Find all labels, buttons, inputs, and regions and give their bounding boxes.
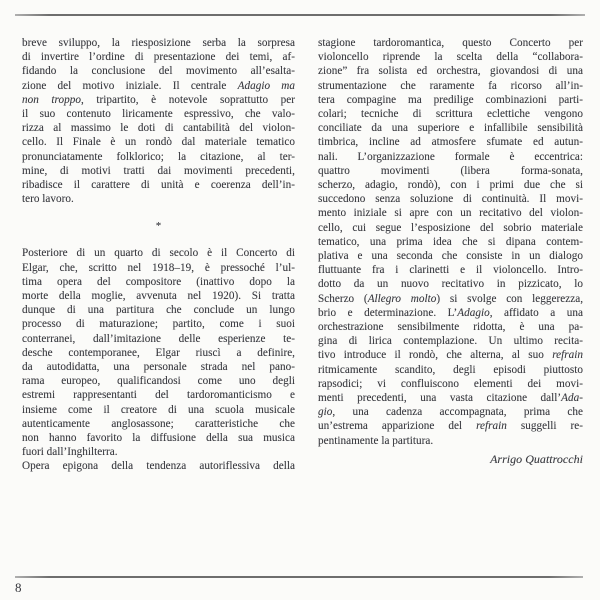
italic-run: gio [318, 406, 333, 419]
text-run: morte della moglie, avvenuta nel 1920). Si tratta [22, 290, 295, 303]
text-run: orchestrazione sensibilmente ridotta, è una pa- [318, 321, 583, 334]
text-line [318, 221, 583, 235]
italic-run: refrain [476, 420, 507, 433]
text-line [22, 36, 295, 50]
text-line [22, 107, 295, 121]
text-run: violoncello riprende la scelta della “collabora- [318, 51, 583, 64]
text-line [318, 348, 583, 362]
text-line [318, 150, 583, 164]
text-line [22, 317, 295, 331]
text-run: colari; tecniche di scrittura eclettiche vengono [318, 108, 583, 121]
text-line [318, 50, 583, 64]
text-line [22, 459, 295, 473]
text-run: ribadisce il carattere di unità e coerenza dell’in- [22, 179, 295, 192]
paragraph [22, 36, 295, 206]
text-run: cello, cui segue l’esposizione del sobrio materiale [318, 221, 583, 234]
text-run: tero lavoro. [22, 193, 74, 206]
text-line [318, 320, 583, 334]
text-run: processo di maturazione; partito, come i suoi [22, 318, 295, 331]
text-run: rizza al massimo le doti di cantabilità del violon- [22, 122, 295, 135]
text-line [318, 306, 583, 320]
left-column [22, 36, 295, 474]
text-line [318, 36, 583, 50]
text-line [22, 164, 295, 178]
text-line [22, 50, 295, 64]
text-line [318, 263, 583, 277]
text-run: Scherzo ( [318, 292, 368, 305]
italic-run: Adagio ma [237, 79, 296, 92]
text-line [318, 249, 583, 263]
text-run: brio e determinazione. L’ [318, 306, 458, 319]
text-line [22, 417, 295, 431]
text-line [22, 431, 295, 445]
text-run: mine, di motivi tratti dai movimenti precedenti, [22, 164, 295, 177]
text-line [318, 64, 583, 78]
text-run: dotto da un nuovo recitativo in pizzicato, lo [318, 278, 583, 291]
text-line [22, 135, 295, 149]
text-line [22, 332, 295, 346]
text-line [22, 261, 295, 275]
text-line [318, 377, 583, 391]
paragraph [22, 459, 295, 473]
text-line [318, 334, 583, 348]
text-run: rama europeo, qualificandosi come uno degli [22, 375, 295, 388]
text-line [318, 391, 583, 405]
text-line [318, 192, 583, 206]
top-rule [15, 14, 585, 16]
italic-run: non troppo [22, 93, 81, 106]
text-run: timbrica, incline ad atmosfere sfumate ed autun- [318, 136, 583, 149]
text-run: un’estrema apparizione del [318, 420, 477, 433]
text-run: conciliate da una superiore e infallibile sensibilità [318, 122, 583, 135]
text-run: quattro movimenti (libera forma-sonata, [318, 164, 583, 177]
text-run: desche contemporanee, Elgar riuscì a definire, [22, 346, 295, 359]
text-line [318, 107, 583, 121]
text-run: cello. Il Finale è un rondò dal materiale tematico [22, 136, 295, 149]
right-column [318, 36, 583, 474]
text-line [22, 445, 295, 459]
text-run: dunque di una partitura che conclude un lungo [22, 304, 295, 317]
text-run: non hanno favorito la diffusione della sua musica [22, 432, 295, 445]
text-line [22, 360, 295, 374]
text-run: , una cadenza accompagnata, prima che [332, 406, 583, 419]
text-run: Opera epigona della tendenza autoriflessiva della [22, 460, 295, 473]
text-run: tera compagine ma predilige combinazioni parti- [318, 93, 583, 106]
paragraph [318, 36, 583, 448]
text-line [318, 121, 583, 135]
text-line [22, 192, 295, 206]
text-line [22, 79, 295, 93]
text-run: ritmicamente scandito, degli episodi piuttosto [318, 363, 583, 376]
text-line [318, 93, 583, 107]
text-line [22, 374, 295, 388]
text-line [318, 235, 583, 249]
text-run: Elgar, che, scritto nel 1918–19, è pressoché l’ul- [22, 261, 295, 274]
asterisk: * [155, 220, 162, 233]
text-line [318, 79, 583, 93]
text-line [22, 150, 295, 164]
text-line [22, 275, 295, 289]
author-signature [318, 452, 583, 466]
italic-run: refrain [552, 349, 583, 362]
text-line [22, 93, 295, 107]
text-run: stagione tardoromantica, questo Concerto per [318, 37, 583, 49]
text-run: fluttuante fra i clarinetti e il violoncello. Intro- [318, 264, 583, 277]
section-separator [22, 206, 295, 246]
text-run: rapsodici; vi confluiscono elementi dei movi- [318, 377, 583, 390]
text-line [22, 121, 295, 135]
text-run: di invertire l’ordine di presentazione dei temi, af- [22, 51, 295, 64]
text-run: fuori dall’Inghilterra. [22, 446, 118, 459]
text-run: il suo contenuto liricamente espressivo, che valo- [22, 108, 295, 121]
text-run: conterranei, dall’imitazione delle esperienze te- [22, 332, 295, 345]
text-line [22, 178, 295, 192]
text-run: scherzo, adagio, rondò), con i primi due che si [318, 179, 583, 192]
text-run: Posteriore di un quarto di secolo è il Concerto di [22, 247, 295, 260]
bottom-rule [15, 576, 583, 578]
text-line [318, 206, 583, 220]
text-line [22, 246, 295, 260]
author-name: Arrigo Quattrocchi [490, 451, 583, 466]
italic-run: Ada- [561, 392, 583, 405]
text-run: nali. L’organizzazione formale è eccentrica: [318, 150, 583, 163]
paragraph [22, 246, 295, 459]
text-line [22, 289, 295, 303]
italic-run: Adagio [457, 306, 490, 319]
text-run: zione del motivo iniziale. Il centrale [22, 79, 238, 92]
text-run: menti precedenti, una vasta citazione dall’ [318, 392, 562, 405]
text-line [318, 277, 583, 291]
text-run: tivo introduce il rondò, che alterna, al suo [318, 349, 553, 362]
text-line [22, 346, 295, 360]
text-run: tima opera del compositore (inattivo dopo la [22, 275, 295, 288]
text-line [22, 303, 295, 317]
text-run: plativa e una seconda che consiste in un dialogo [318, 250, 583, 263]
text-run: pentinamente la partitura. [318, 434, 434, 447]
text-line [318, 135, 583, 149]
text-line [318, 405, 583, 419]
text-run: insieme come il creatore di una scuola musicale [22, 403, 295, 416]
text-run: suggelli re- [506, 420, 583, 433]
text-run: pronunciatamente folklorico; la citazione, al ter- [22, 150, 295, 163]
text-line [318, 164, 583, 178]
text-line [318, 178, 583, 192]
text-run: strumentazione che raramente fa ricorso all’in- [318, 79, 583, 92]
text-line [318, 434, 583, 448]
text-run: estremi rappresentanti del tardoromanticismo e [22, 389, 295, 402]
italic-run: Allegro molto [367, 292, 437, 305]
text-run: , tripartito, è notevole soprattutto per [80, 93, 296, 106]
text-run: fidando la conclusione del movimento all’esalta- [22, 65, 295, 78]
text-run: tematico, una prima idea che si dipana contem- [318, 235, 583, 248]
text-run: da autodidatta, una personale strada nel pano- [22, 361, 295, 374]
text-run: zione” fra solista ed orchestra, giovandosi di una [318, 65, 583, 78]
text-line [22, 388, 295, 402]
text-line [318, 419, 583, 433]
text-run: breve sviluppo, la riesposizione serba la sorpresa [22, 37, 295, 49]
text-run: autenticamente anglosassone; caratteristiche che [22, 417, 295, 430]
text-run: mento iniziale si apre con un recitativo del violon- [318, 207, 583, 220]
text-run: succedono senza soluzione di continuità. Il movi- [318, 193, 583, 206]
text-line [22, 403, 295, 417]
text-run: , affidato a una [489, 306, 583, 319]
booklet-text [22, 36, 583, 474]
text-line [318, 363, 583, 377]
text-run: gina di lirica contemplazione. Un ultimo recita- [318, 335, 583, 348]
text-line [22, 64, 295, 78]
text-run: ) si svolge con leggerezza, [436, 292, 584, 305]
page-number: 8 [15, 580, 22, 595]
text-line [318, 292, 583, 306]
